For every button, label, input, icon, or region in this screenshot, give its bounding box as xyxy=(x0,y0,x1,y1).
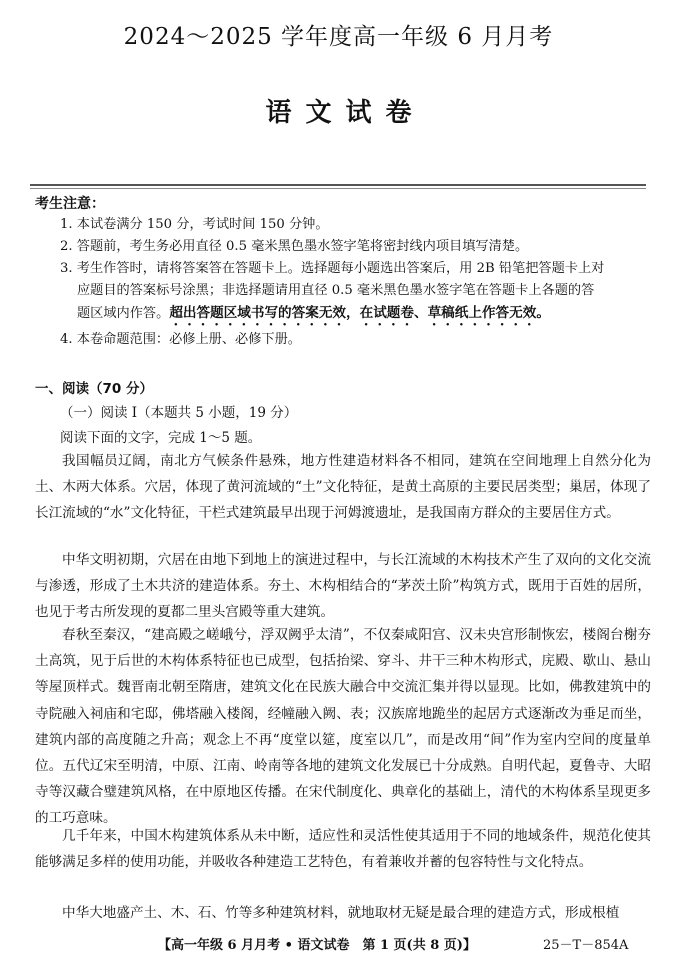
passage-paragraph-5: 中华大地盛产土、木、石、竹等多种建筑材料，就地取材无疑是最合理的建造方式，形成根植 xyxy=(62,905,620,921)
notice-item-3-line-3 xyxy=(77,302,652,329)
passage-paragraph-3: 春秋至秦汉，“建高殿之嵯峨兮，浮双阙乎太清”，不仅秦咸阳宫、汉未央宫形制恢宏，楼阁台榭夯土高筑，见于后世的木构体系特征也已成型，包括抬梁、穿斗、井干三种木构形式，庑殿、歇山、悬山等屋顶样式。魏晋南北朝至隋唐，建筑文化在民族大融合中交流汇集并得以显现。比如，佛教建筑中的寺院融入祠庙和宅邸，佛塔融入楼阁，经幢融入阙、表；汉族席地跪坐的起居方式逐渐改为垂足而坐，建筑内部的高度随之升高；观念上不再“度堂以筵，度室以几”，而是改用“间”作为室内空间的度量单位。五代辽宋至明清，中原、江南、岭南等各地的建筑文化发展已十分成熟。自明代起，夏鲁寺、大昭寺等汉藏合璧建筑风格，在中原地区传播。在宋代制度化、典章化的基础上，清代的木构体系呈现更多的工巧意味。 xyxy=(35,627,651,827)
notice-item-4: 4. 本卷命题范围：必修上册、必修下册。 xyxy=(60,332,301,347)
notice-item-2: 2. 答题前，考生务必用直径 0.5 毫米黑色墨水签字笔将密封线内项目填写清楚。 xyxy=(60,239,529,254)
divider-thin xyxy=(30,188,646,189)
exam-title: 2024～2025 学年度高一年级 6 月月考 xyxy=(123,24,554,50)
notice-item-3-prefix: 题区域内作答。 xyxy=(77,306,170,321)
divider-thick xyxy=(30,184,646,186)
passage-paragraph-4: 几千年来，中国木构建筑体系从未中断，适应性和灵活性使其适用于不同的地域条件，规范化使其能够满足多样的使用功能，并吸收各种建造工艺特色，有着兼收并蓄的包容特性与文化特点。 xyxy=(35,828,651,871)
subject-title: 语文试卷 xyxy=(265,98,426,128)
part-heading: （一）阅读 Ⅰ（本题共 5 小题，19 分） xyxy=(60,405,298,421)
notice-item-1: 1. 本试卷满分 150 分，考试时间 150 分钟。 xyxy=(60,217,329,232)
notice-item-3-line-2: 应题目的答案标号涂黑；非选择题请用直径 0.5 毫米黑色墨水签字笔在答题卡上各题的答 xyxy=(77,283,595,298)
notice-item-3-line-1: 3. 考生作答时，请将答案答在答题卡上。选择题每小题选出答案后，用 2B 铅笔把答题卡上对 xyxy=(60,261,605,276)
footer-paper-code: 25－T－854A xyxy=(543,938,629,953)
passage-paragraph-1: 我国幅员辽阔，南北方气候条件悬殊，地方性建造材料各不相同，建筑在空间地理上自然分化为土、木两大体系。穴居，体现了黄河流域的“土”文化特征，是黄土高原的主要民居类型；巢居，体现了长江流域的“水”文化特征，干栏式建筑最早出现于河姆渡遗址，是我国南方群众的主要居住方式。 xyxy=(35,453,651,522)
instruction-text: 阅读下面的文字，完成 1～5 题。 xyxy=(60,430,262,446)
notice-warning-bold: 超出答题区域书写的答案无效，在试题卷、草稿纸上作答无效。 xyxy=(169,305,550,321)
footer-page-info: 【高一年级 6 月月考 • 语文试卷 第 1 页(共 8 页)】 xyxy=(158,938,476,953)
notice-title: 考生注意： xyxy=(35,196,105,212)
passage-paragraph-2: 中华文明初期，穴居在由地下到地上的演进过程中，与长江流域的木构技术产生了双向的文化交流与渗透，形成了土木共济的建造体系。夯土、木构相结合的“茅茨土阶”构筑方式，既用于百姓的居所，也见于考古所发现的夏都二里头宫殿等重大建筑。 xyxy=(35,552,651,621)
section-heading: 一、阅读（70 分） xyxy=(35,381,153,397)
